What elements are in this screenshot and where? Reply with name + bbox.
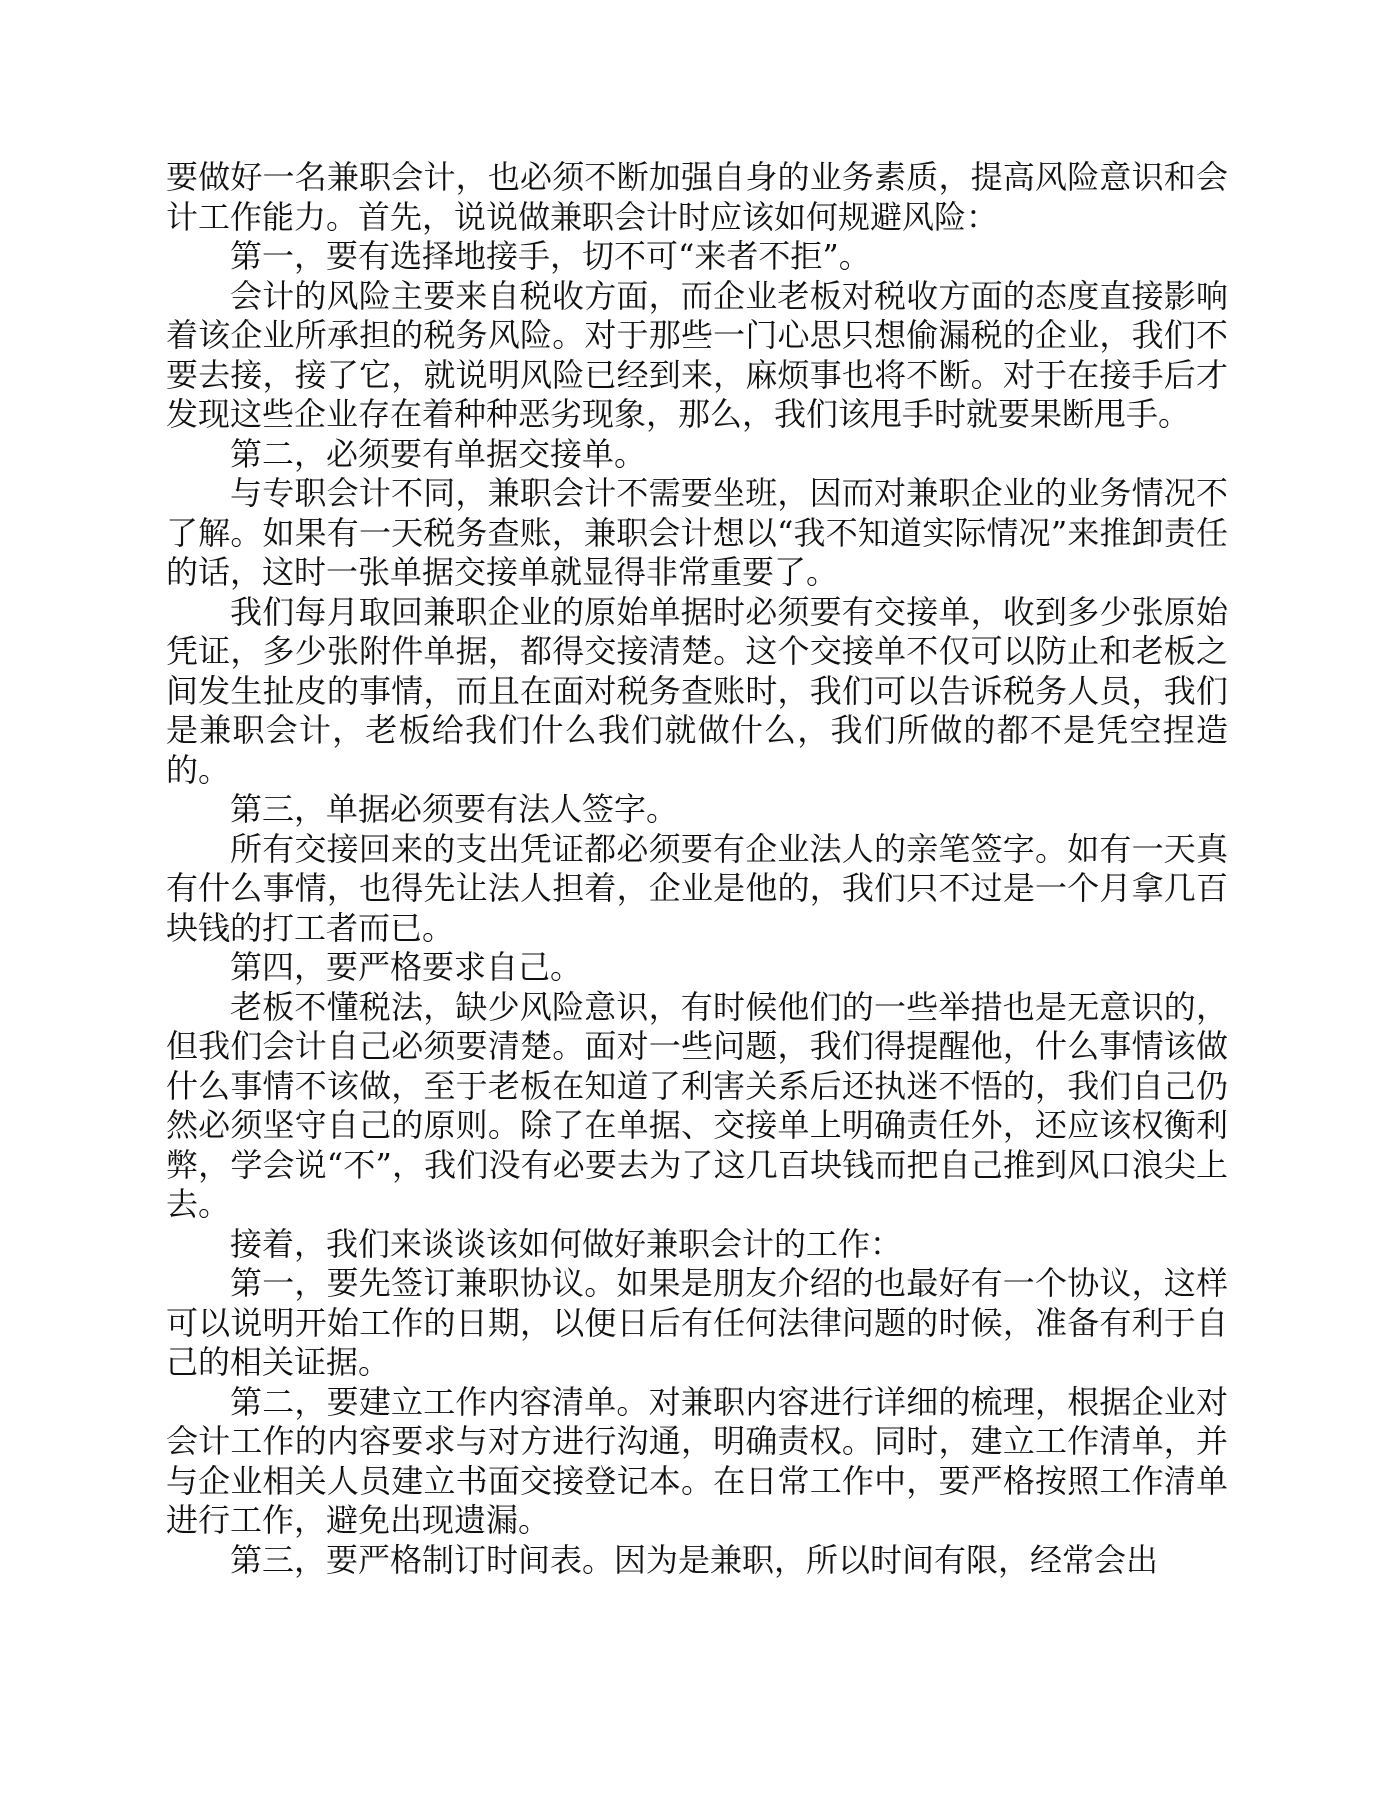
paragraph: 第一，要有选择地接手，切不可“来者不拒”。 [230, 237, 871, 275]
paragraph: 第二，要建立工作内容清单。对兼职内容进行详细的梳理，根据企业对会计工作的内容要求与对方进行沟通，明确责权。同时，建立工作清单，并与企业相关人员建立书面交接登记本。在日常工作中，要严格按照工作清单进行工作，避免出现遗漏。 [166, 1382, 1228, 1539]
body-text [166, 158, 1228, 1580]
paragraph: 老板不懂税法，缺少风险意识，有时候他们的一些举措也是无意识的，但我们会计自己必须要清楚。面对一些问题，我们得提醒他，什么事情该做什么事情不该做，至于老板在知道了利害关系后还执迷不悟的，我们自己仍然必须坚守自己的原则。除了在单据、交接单上明确责任外，还应该权衡利弊，学会说“不”，我们没有必要去为了这几百块钱而把自己推到风口浪尖上去。 [166, 987, 1228, 1223]
paragraph: 与专职会计不同，兼职会计不需要坐班，因而对兼职企业的业务情况不了解。如果有一天税务查账，兼职会计想以“我不知道实际情况”来推卸责任的话，这时一张单据交接单就显得非常重要了。 [166, 474, 1228, 591]
paragraph: 我们每月取回兼职企业的原始单据时必须要有交接单，收到多少张原始凭证，多少张附件单据，都得交接清楚。这个交接单不仅可以防止和老板之间发生扯皮的事情，而且在面对税务查账时，我们可以告诉税务人员，我们是兼职会计，老板给我们什么我们就做什么，我们所做的都不是凭空捏造的。 [166, 592, 1228, 789]
paragraph: 第三，要严格制订时间表。因为是兼职，所以时间有限，经常会出 [230, 1540, 1159, 1579]
paragraph: 所有交接回来的支出凭证都必须要有企业法人的亲笔签字。如有一天真有什么事情，也得先让法人担着，企业是他的，我们只不过是一个月拿几百块钱的打工者而已。 [166, 829, 1228, 947]
paragraph: 会计的风险主要来自税收方面，而企业老板对税收方面的态度直接影响着该企业所承担的税务风险。对于那些一门心思只想偷漏税的企业，我们不要去接，接了它，就说明风险已经到来，麻烦事也将不断。对于在接手后才发现这些企业存在着种种恶劣现象，那么，我们该甩手时就要果断甩手。 [166, 276, 1228, 433]
paragraph: 第三，单据必须要有法人签字。 [230, 790, 679, 828]
paragraph: 第二，必须要有单据交接单。 [230, 434, 647, 473]
paragraph: 第一，要先签订兼职协议。如果是朋友介绍的也最好有一个协议，这样可以说明开始工作的日期，以便日后有任何法律问题的时候，准备有利于自己的相关证据。 [166, 1264, 1228, 1381]
paragraph: 第四，要严格要求自己。 [230, 948, 583, 986]
paragraph: 接着，我们来谈谈该如何做好兼职会计的工作： [230, 1224, 903, 1263]
paragraph: 要做好一名兼职会计，也必须不断加强自身的业务素质，提高风险意识和会计工作能力。首先，说说做兼职会计时应该如何规避风险： [166, 158, 1228, 236]
